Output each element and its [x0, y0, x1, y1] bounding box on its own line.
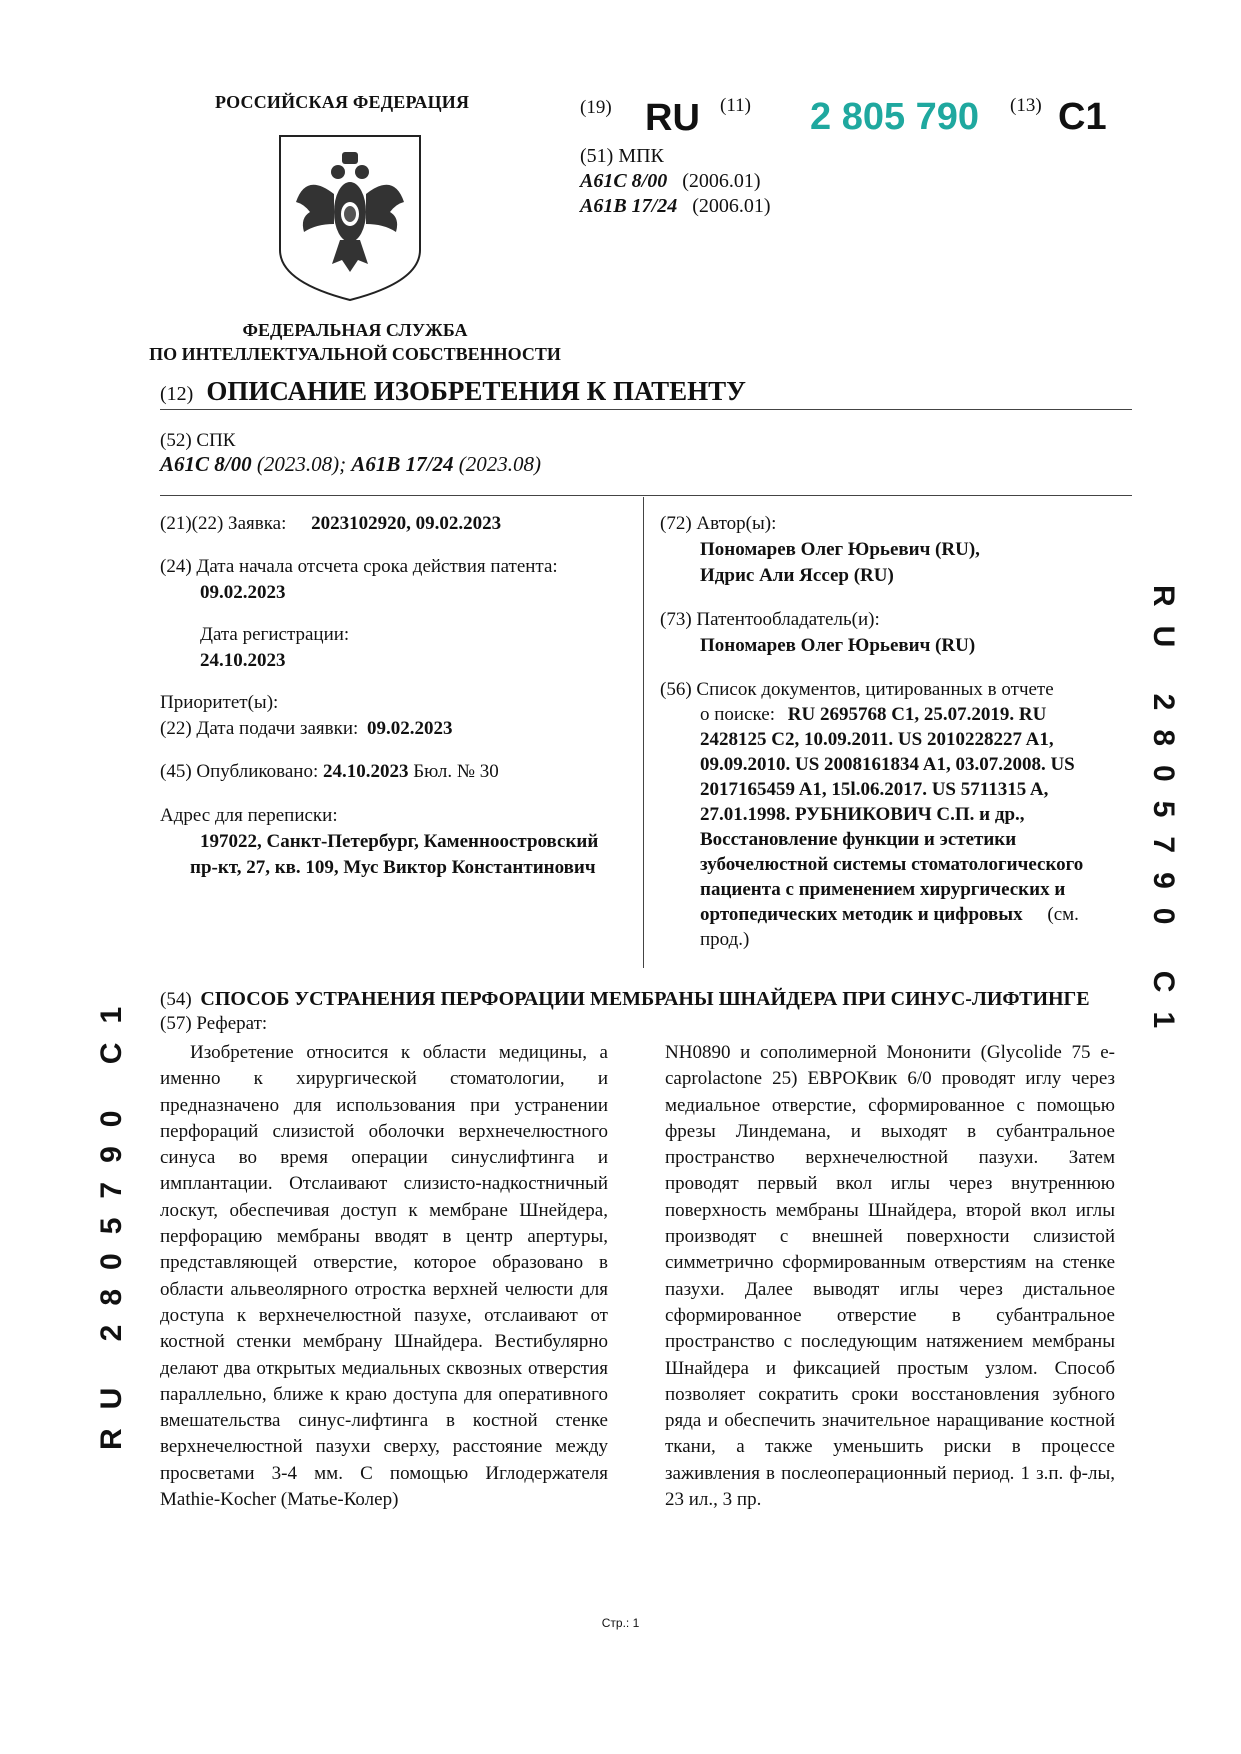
divider-spk: [160, 495, 1132, 496]
ipc-row-2: [580, 195, 771, 218]
start-date-label: (24) Дата начала отсчета срока действия патента:: [160, 556, 558, 577]
side-patent-id-left: RU 2805790 C1: [95, 987, 128, 1450]
published-value: 24.10.2023: [323, 761, 409, 782]
spk-code-2: A61B 17/24: [351, 452, 454, 476]
filing-label: (22) Дата подачи заявки:: [160, 718, 359, 739]
column-divider: [643, 497, 644, 968]
address-line-2: пр-кт, 27, кв. 109, Мус Виктор Константинович: [190, 857, 596, 878]
address-label: Адрес для переписки:: [160, 805, 338, 826]
authors-label: (72) Автор(ы):: [660, 513, 777, 534]
divider-top: [160, 409, 1132, 410]
title-text: ОПИСАНИЕ ИЗОБРЕТЕНИЯ К ПАТЕНТУ: [206, 376, 746, 406]
references-line: ортопедических методик и цифровых: [700, 904, 1023, 925]
patent-office-name: [125, 318, 585, 366]
filing-value: 09.02.2023: [367, 718, 453, 739]
coat-of-arms-emblem: [276, 132, 424, 304]
mpk-label: (51) МПК: [580, 145, 664, 167]
spk-version-2: (2023.08): [453, 452, 541, 476]
references-line-0: [700, 702, 1046, 727]
abstract-text-right: NH0890 и сополимерной Мононити (Glycolide 75 e-caprolactone 25) ЕВРОКвик 6/0 проводят иглу через медиальное отверстие, сформированное с помощью фрезы Линдемана, и выходят в субантральное пространство верхнечелюстной пазухи. Затем проводят первый вкол иглы через внутреннюю поверхность мембраны Шнайдера, второй вкол иглы производят с внешней поверхности слизистой симметрично сформированным отверстиям на стенке пазухи. Далее выводят иглы через дистальное сформированное отверстие в субантральное пространство с последующим натяжением мембраны Шнайдера и фиксацией простым узлом. Способ позволяет сократить сроки восстановления зубного ряда и обеспечить значительное наращивание костной ткани, а также уменьшить риски в процессе заживления в послеоперационный период. 1 з.п. ф-лы, 23 ил., 3 пр.: [665, 1042, 1115, 1511]
application-field: [160, 511, 501, 536]
priority-label: Приоритет(ы):: [160, 692, 279, 713]
country-name: РОССИЙСКАЯ ФЕДЕРАЦИЯ: [215, 92, 470, 112]
ipc-row-1: [580, 170, 761, 193]
invention-title-text: СПОСОБ УСТРАНЕНИЯ ПЕРФОРАЦИИ МЕМБРАНЫ ШНАЙДЕРА ПРИ СИНУС-ЛИФТИНГЕ: [200, 988, 1090, 1010]
abstract-column-left: [160, 1040, 608, 1513]
ipc-code: A61B 17/24: [580, 195, 678, 217]
abstract-column-right: [665, 1040, 1115, 1513]
country-code: RU: [645, 97, 700, 139]
references-continued-1: (см.: [1047, 904, 1079, 925]
author-1: Пономарев Олег Юрьевич (RU),: [700, 539, 980, 560]
ipc-version: (2006.01): [682, 170, 761, 192]
registration-value: 24.10.2023: [200, 650, 286, 671]
references-line: Восстановление функции и эстетики: [700, 829, 1017, 850]
side-patent-id-right: RU 2805790 C1: [1147, 585, 1180, 1048]
spk-code-1: A61C 8/00: [160, 452, 252, 476]
page-number: Стр.: 1: [601, 1616, 640, 1630]
filing-field: [160, 716, 453, 741]
document-title: [160, 376, 746, 407]
code-11: (11): [720, 95, 751, 116]
references-line: зубочелюстной системы стоматологического: [700, 854, 1084, 875]
patent-number: 2 805 790: [810, 96, 980, 138]
references-line-last: [700, 902, 1079, 927]
invention-title: [160, 988, 1090, 1011]
start-date-value: 09.02.2023: [200, 582, 286, 603]
abstract-text-left: Изобретение относится к области медицины, а именно к хирургической стоматологии, и предназначено для использования при устранении перфораций слизистой оболочки верхнечелюстного синуса во время операции синуслифтинга и имплантации. Отслаивают слизисто-надкостничный лоскут, обеспечивая доступ к мембране Шнейдера, перфорацию мембраны вводят в центр апертуры, представляющей отверстие, которое образовано в области альвеолярного отростка верхней челюсти для доступа к верхнечелюстной пазухе, отслаивают от костной стенки мембрану Шнайдера. Вестибулярно делают два открытых медиальных сквозных отверстия параллельно, ближе к краю доступа для оперативного вмешательства синус-лифтинга в костной стенке верхнечелюстной пазухи сверху, расстояние между просветами 3-4 мм. С помощью Иглодержателя Mathie-Kocher (Матье-Колер): [160, 1042, 608, 1511]
references-line: 2017165459 A1, 15l.06.2017. US 5711315 A,: [700, 779, 1049, 800]
ipc-code: A61C 8/00: [580, 170, 668, 192]
references-continued-2: прод.): [700, 929, 750, 950]
published-field: [160, 759, 499, 784]
registration-label: Дата регистрации:: [200, 624, 350, 645]
abstract-label: (57) Реферат:: [160, 1013, 268, 1034]
address-line-1: 197022, Санкт-Петербург, Каменноостровский: [200, 831, 599, 852]
code-19: (19): [580, 97, 612, 118]
kind-code: C1: [1058, 96, 1107, 138]
ipc-version: (2006.01): [692, 195, 771, 217]
spk-version-1: (2023.08);: [251, 452, 352, 476]
spk-codes: [160, 452, 541, 477]
spk-label: (52) СПК: [160, 430, 236, 451]
title-code: (12): [160, 383, 194, 405]
references-line: RU 2695768 C1, 25.07.2019. RU: [787, 704, 1047, 725]
owner-value: Пономарев Олег Юрьевич (RU): [700, 635, 976, 656]
references-line: 2428125 C2, 10.09.2011. US 2010228227 A1,: [700, 729, 1054, 750]
service-line-1: ФЕДЕРАЛЬНАЯ СЛУЖБА: [242, 320, 468, 340]
references-line: 27.01.1998. РУБНИКОВИЧ С.П. и др.,: [700, 804, 1025, 825]
owner-label: (73) Патентообладатель(и):: [660, 609, 880, 630]
author-2: Идрис Али Яссер (RU): [700, 565, 894, 586]
application-value: 2023102920, 09.02.2023: [311, 513, 502, 534]
published-label: (45) Опубликовано:: [160, 761, 319, 782]
invention-title-code: (54): [160, 989, 192, 1010]
application-label: (21)(22) Заявка:: [160, 513, 287, 534]
references-label: (56) Список документов, цитированных в отчете: [660, 679, 1054, 700]
references-line: 09.09.2010. US 2008161834 A1, 03.07.2008. US: [700, 754, 1075, 775]
code-13: (13): [1010, 95, 1042, 116]
references-line: пациента с применением хирургических и: [700, 879, 1066, 900]
service-line-2: ПО ИНТЕЛЛЕКТУАЛЬНОЙ СОБСТВЕННОСТИ: [149, 344, 561, 364]
references-prefix: о поиске:: [700, 704, 775, 725]
bulletin-number: Бюл. № 30: [408, 761, 499, 782]
